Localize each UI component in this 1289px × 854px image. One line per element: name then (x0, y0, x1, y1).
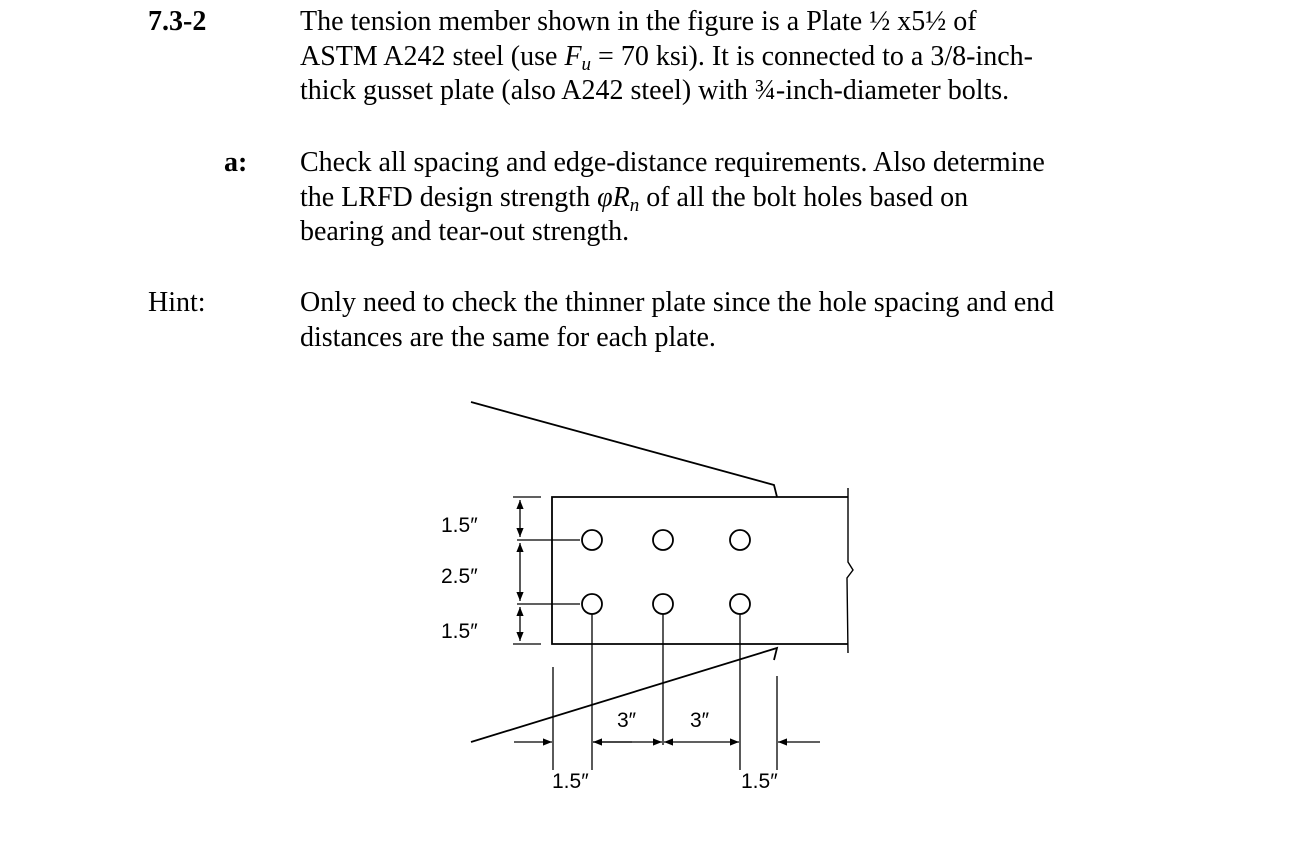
dim-label-edge-right: 1.5″ (741, 770, 778, 793)
bolt-hole (582, 530, 602, 550)
hint-line-1: Only need to check the thinner plate since the hole spacing and end (300, 287, 1055, 318)
dim-label-edge-bottom: 1.5″ (441, 620, 478, 643)
hint-label: Hint: (148, 287, 206, 318)
dim-label-edge-top: 1.5″ (441, 514, 478, 537)
part-a-line-3: bearing and tear-out strength. (300, 216, 630, 247)
tension-plate (552, 497, 848, 644)
problem-number: 7.3-2 (148, 6, 207, 37)
fu-subscript: u (581, 53, 592, 75)
dim-label-spacing-1: 3″ (617, 709, 637, 732)
part-a-text-span: the LRFD design strength (300, 181, 598, 213)
bolt-hole (730, 530, 750, 550)
part-a-label: a: (224, 147, 248, 178)
gusset-plate-top-edge (471, 402, 777, 497)
dim-label-spacing-2: 3″ (690, 709, 710, 732)
part-a-line-1: Check all spacing and edge-distance requirements. Also determine (300, 147, 1045, 178)
fu-symbol: F (564, 40, 582, 72)
phi-rn-symbol: φR (597, 181, 630, 213)
statement-line-1: The tension member shown in the figure is a Plate ½ x5½ of (300, 6, 977, 37)
statement-text: ASTM A242 steel (use (300, 40, 565, 72)
dim-label-edge-left: 1.5″ (552, 770, 589, 793)
hint-line-2: distances are the same for each plate. (300, 321, 716, 353)
dim-label-spacing-vertical: 2.5″ (441, 565, 478, 588)
bolt-hole (582, 594, 602, 614)
bolt-hole (653, 594, 673, 614)
statement-text: = 70 ksi). It is connected to a 3/8-inch- (591, 40, 1033, 72)
bolt-hole (730, 594, 750, 614)
statement-line-3: thick gusset plate (also A242 steel) with ¾-inch-diameter bolts. (300, 75, 1010, 106)
plate-break-line (847, 488, 853, 653)
rn-subscript: n (629, 194, 640, 216)
part-a-text-span: of all the bolt holes based on (639, 181, 969, 213)
bolt-hole (653, 530, 673, 550)
